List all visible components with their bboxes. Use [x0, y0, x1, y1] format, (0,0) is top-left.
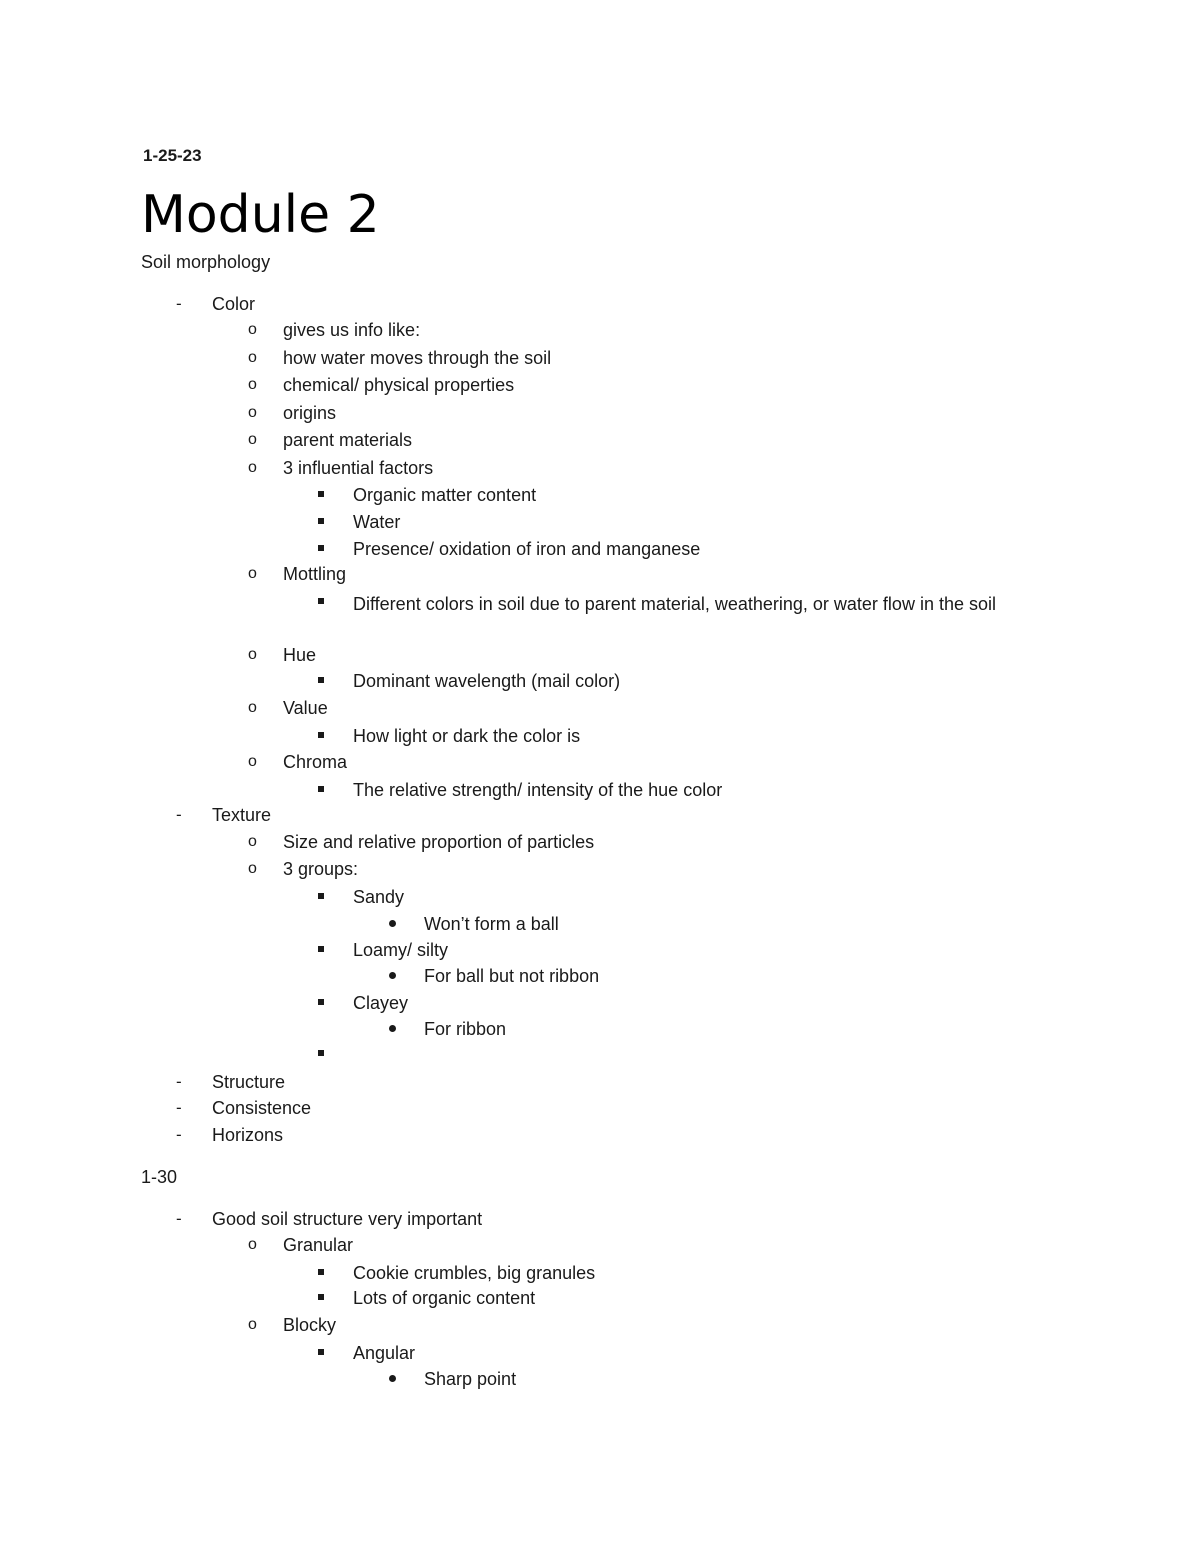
list-item: The relative strength/ intensity of the hue color [353, 780, 723, 800]
circle-bullet-icon: o [248, 376, 257, 393]
list-item: Won’t form a ball [424, 914, 559, 934]
list-item: How light or dark the color is [353, 726, 581, 746]
list-item: Presence/ oxidation of iron and manganese [353, 539, 701, 559]
square-bullet-icon [318, 779, 324, 801]
list-item: gives us info like: [283, 320, 421, 340]
square-bullet-icon [318, 670, 324, 692]
round-bullet-icon [389, 1368, 396, 1390]
square-bullet-icon [318, 484, 324, 506]
circle-bullet-icon: o [248, 459, 257, 476]
circle-bullet-icon: o [248, 431, 257, 448]
circle-bullet-icon: o [248, 349, 257, 366]
circle-bullet-icon: o [248, 404, 257, 421]
outline-item-hue: Hue [283, 645, 317, 665]
square-bullet-icon [318, 886, 324, 908]
page-title: Module 2 [141, 185, 380, 245]
outline-item-horizons: Horizons [212, 1125, 284, 1145]
square-bullet-icon [318, 1262, 324, 1284]
dash-bullet-icon: - [176, 805, 182, 824]
outline-item-structure: Structure [212, 1072, 286, 1092]
round-bullet-icon [389, 913, 396, 935]
list-item: For ball but not ribbon [424, 966, 600, 986]
date-header: 1-25-23 [143, 146, 202, 165]
round-bullet-icon [389, 965, 396, 987]
list-item: Loamy/ silty [353, 940, 449, 960]
circle-bullet-icon: o [248, 699, 257, 716]
dash-bullet-icon: - [176, 294, 182, 313]
subtitle: Soil morphology [141, 252, 271, 272]
list-item: Angular [353, 1343, 416, 1363]
list-item: parent materials [283, 430, 413, 450]
list-item: For ribbon [424, 1019, 507, 1039]
outline-item-value: Value [283, 698, 328, 718]
square-bullet-icon [318, 538, 324, 560]
dash-bullet-icon: - [176, 1209, 182, 1228]
list-item: Water [353, 512, 401, 532]
circle-bullet-icon: o [248, 860, 257, 877]
square-bullet-icon [318, 725, 324, 747]
square-bullet-icon [318, 1287, 324, 1309]
dash-bullet-icon: - [176, 1072, 182, 1091]
list-item: Cookie crumbles, big granules [353, 1263, 596, 1283]
dash-bullet-icon: - [176, 1098, 182, 1117]
outline-item-chroma: Chroma [283, 752, 348, 772]
list-item: origins [283, 403, 337, 423]
dash-bullet-icon: - [176, 1125, 182, 1144]
list-item: Different colors in soil due to parent material, weathering, or water flow in the soil [353, 594, 996, 614]
circle-bullet-icon: o [248, 753, 257, 770]
list-item: Clayey [353, 993, 409, 1013]
list-item: Organic matter content [353, 485, 537, 505]
list-item: 3 groups: [283, 859, 359, 879]
square-bullet-icon [318, 1043, 324, 1065]
circle-bullet-icon: o [248, 1236, 257, 1253]
outline-item-texture: Texture [212, 805, 272, 825]
outline-item-color: Color [212, 294, 256, 314]
section-date: 1-30 [141, 1167, 178, 1187]
list-item: Lots of organic content [353, 1288, 536, 1308]
round-bullet-icon [389, 1018, 396, 1040]
list-item: 3 influential factors [283, 458, 434, 478]
list-item: how water moves through the soil [283, 348, 552, 368]
list-item: Sharp point [424, 1369, 517, 1389]
square-bullet-icon [318, 939, 324, 961]
outline-item-blocky: Blocky [283, 1315, 337, 1335]
outline-item-consistence: Consistence [212, 1098, 312, 1118]
square-bullet-icon [318, 511, 324, 533]
square-bullet-icon [318, 1342, 324, 1364]
circle-bullet-icon: o [248, 646, 257, 663]
outline-item-mottling: Mottling [283, 564, 347, 584]
circle-bullet-icon: o [248, 1316, 257, 1333]
list-item: Dominant wavelength (mail color) [353, 671, 621, 691]
outline-item-granular: Granular [283, 1235, 354, 1255]
circle-bullet-icon: o [248, 321, 257, 338]
list-item: Sandy [353, 887, 405, 907]
outline-item-good-structure: Good soil structure very important [212, 1209, 483, 1229]
list-item: Size and relative proportion of particles [283, 832, 595, 852]
square-bullet-icon [318, 591, 324, 613]
square-bullet-icon [318, 992, 324, 1014]
circle-bullet-icon: o [248, 565, 257, 582]
list-item: chemical/ physical properties [283, 375, 515, 395]
circle-bullet-icon: o [248, 833, 257, 850]
